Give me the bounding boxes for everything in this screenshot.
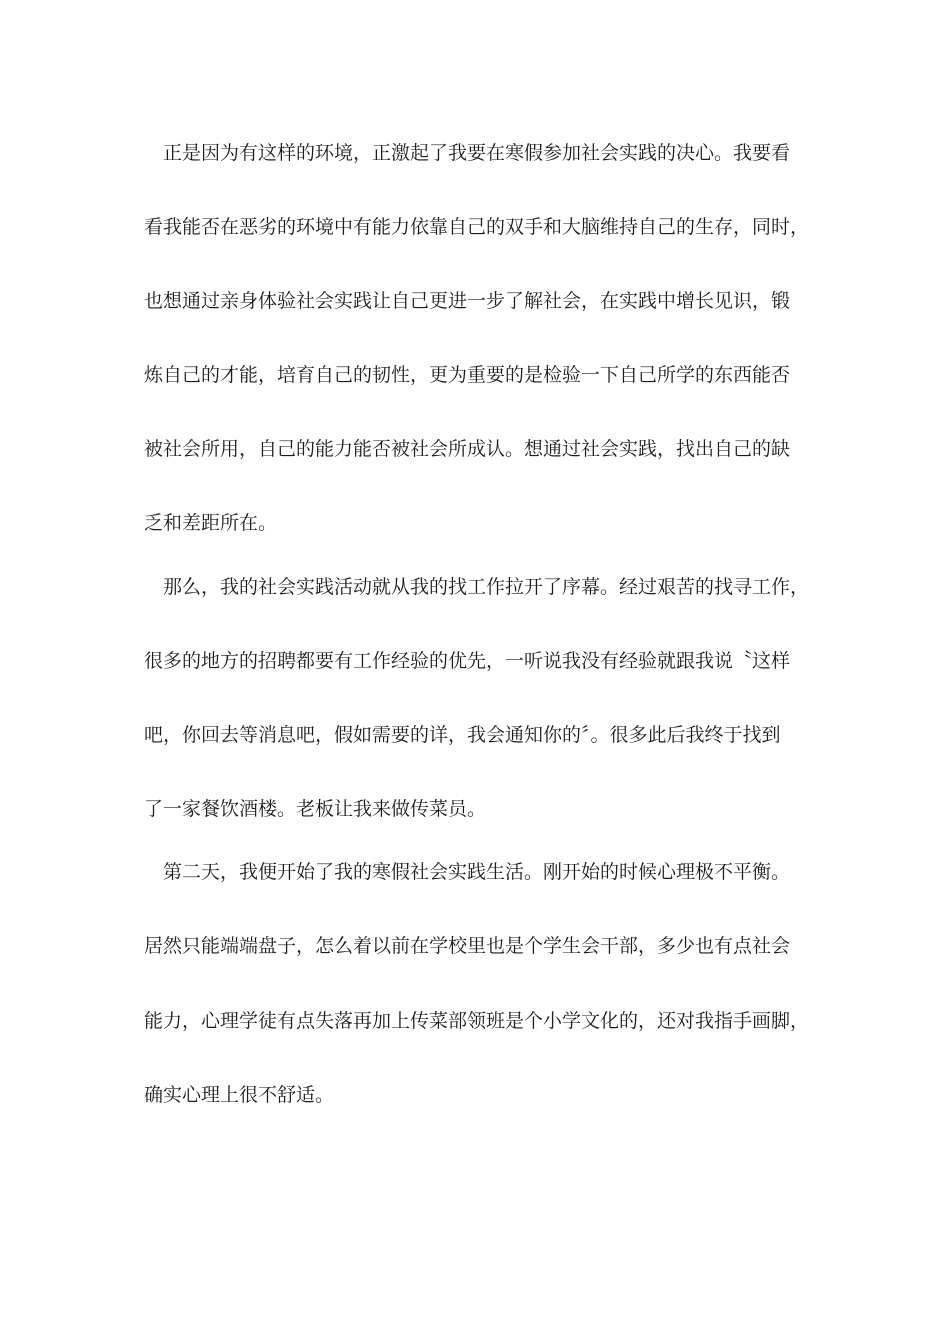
paragraph-2-line-4: 了一家餐饮酒楼。老板让我来做传菜员。	[144, 798, 487, 820]
paragraph-3-line-1: 第二天，我便开始了我的寒假社会实践生活。刚开始的时候心理极不平衡。	[163, 861, 791, 883]
paragraph-1-line-3: 也想通过亲身体验社会实践让自己更进一步了解社会，在实践中增长见识，锻	[144, 290, 791, 312]
paragraph-1-line-6: 乏和差距所在。	[144, 512, 278, 534]
paragraph-1-line-1: 正是因为有这样的环境，正激起了我要在寒假参加社会实践的决心。我要看	[163, 142, 791, 164]
paragraph-3-line-3: 能力，心理学徒有点失落再加上传菜部领班是个小学文化的，还对我指手画脚，	[144, 1010, 810, 1032]
paragraph-2-line-2: 很多的地方的招聘都要有工作经验的优先，一听说我没有经验就跟我说〝这样	[144, 650, 791, 672]
paragraph-2-line-1: 那么，我的社会实践活动就从我的找工作拉开了序幕。经过艰苦的找寻工作，	[163, 576, 810, 598]
paragraph-3-line-2: 居然只能端端盘子，怎么着以前在学校里也是个学生会干部，多少也有点社会	[144, 935, 791, 957]
paragraph-3-line-4: 确实心理上很不舒适。	[144, 1084, 335, 1106]
paragraph-2-line-3: 吧，你回去等消息吧，假如需要的详，我会通知你的〞。很多此后我终于找到	[144, 724, 781, 746]
paragraph-1-line-4: 炼自己的才能，培育自己的韧性，更为重要的是检验一下自己所学的东西能否	[144, 364, 791, 386]
paragraph-1-line-5: 被社会所用，自己的能力能否被社会所成认。想通过社会实践，找出自己的缺	[144, 438, 791, 460]
paragraph-1-line-2: 看我能否在恶劣的环境中有能力依靠自己的双手和大脑维持自己的生存，同时，	[144, 216, 810, 238]
